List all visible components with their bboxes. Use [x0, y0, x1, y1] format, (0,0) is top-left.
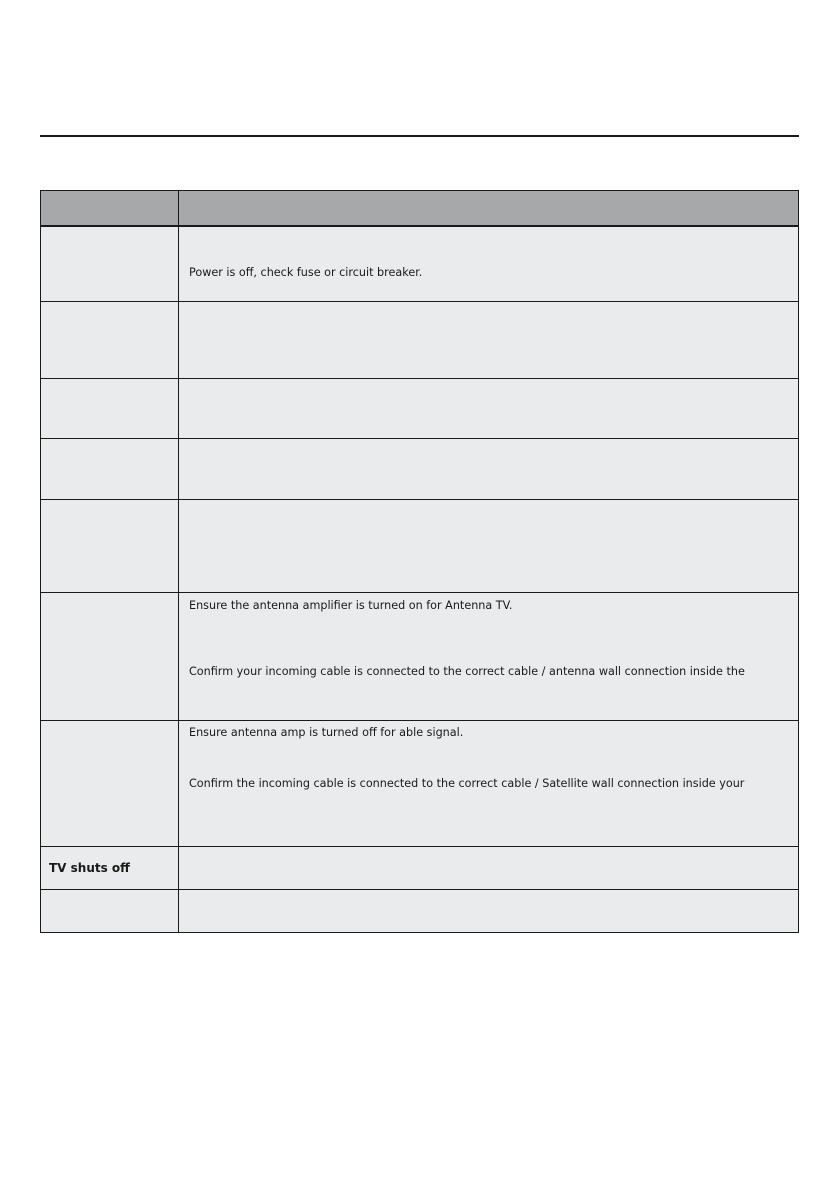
solution-cell [179, 439, 798, 499]
troubleshooting-table [40, 190, 799, 933]
problem-cell [41, 302, 179, 378]
solution-cell [179, 227, 798, 301]
problem-cell [41, 227, 179, 301]
table-row [41, 720, 798, 846]
solution-line: Confirm the incoming cable is connected to the correct cable / Satellite wall connection inside your [189, 777, 745, 790]
solution-cell [179, 721, 798, 846]
problem-cell [41, 379, 179, 438]
problem-cell [41, 439, 179, 499]
table-row [41, 438, 798, 499]
header-problem-cell [41, 191, 179, 225]
table-row [41, 225, 798, 301]
problem-cell [41, 890, 179, 932]
solution-line: Ensure the antenna amplifier is turned on for Antenna TV. [189, 599, 513, 612]
problem-cell [41, 721, 179, 846]
table-row [41, 378, 798, 438]
solution-line: Ensure antenna amp is turned off for able signal. [189, 726, 464, 739]
top-divider-rule [40, 135, 799, 137]
problem-cell [41, 593, 179, 720]
solution-line: Confirm your incoming cable is connected to the correct cable / antenna wall connection inside the [189, 665, 745, 678]
solution-cell [179, 890, 798, 932]
solution-cell [179, 302, 798, 378]
solution-cell [179, 847, 798, 889]
table-row [41, 301, 798, 378]
problem-cell [41, 500, 179, 592]
solution-cell [179, 593, 798, 720]
solution-line: Power is off, check fuse or circuit breaker. [189, 266, 423, 279]
table-row [41, 889, 798, 932]
header-solution-cell [179, 191, 798, 225]
solution-cell [179, 379, 798, 438]
table-row [41, 592, 798, 720]
table-row [41, 846, 798, 889]
solution-cell [179, 500, 798, 592]
table-row [41, 499, 798, 592]
problem-cell [41, 847, 179, 889]
table-header-row [41, 191, 798, 225]
problem-label: TV shuts off [49, 861, 130, 875]
